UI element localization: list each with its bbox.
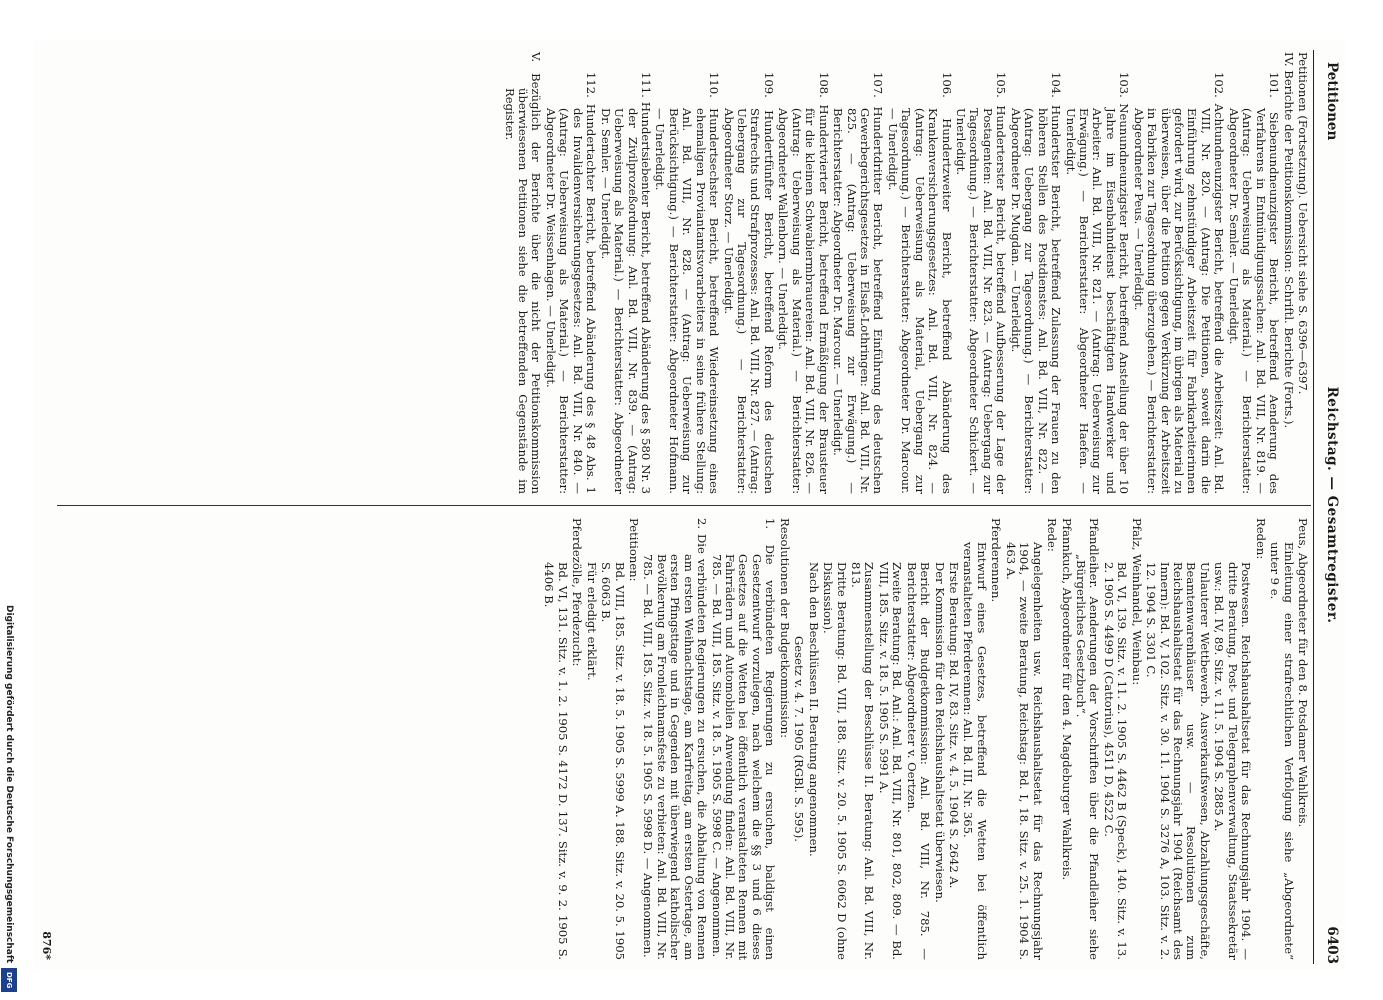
register-entry: 104. Hundertster Bericht, betreffend Zulassung der Frauen zu den höheren Stellen des Postdienstes: Anl. Bd. VIII, Nr. 822. — (Antrag: Uebergang zur Tagesordnung.) — Berichterstatter: Abgeordneter Dr. Mugdan. — Unerledigt. — [1008, 72, 1064, 494]
register-entry: Unlauterer Wettbewerb. Ausverkaufswesen, Abzahlungsgeschäfte, Beamtenwarenhäuser usw. — Resolutionen zum Reichshaushaltsetat für das Rechnungsjahr 1904 (Reichsamt des Innern): Bd. V, 102. Sitz. v. 30. 11. 1904 S. 3276 A, 103. Sitz. v. 2. 12. 1904 S. 3301 C. — [1144, 562, 1212, 960]
register-entry: Zweite Beratung: Bd. Anl.: Anl. Bd. VIII, Nr. 801, 802, 809. — Bd. VIII, 185. Sitz. v. 18. 5. 1905 S. 5991 A. — [876, 562, 905, 960]
register-entry: Pfannkuch, Abgeordneter für den 4. Magdeburger Wahlkreis. — [1059, 518, 1074, 881]
register-entry: Pfandleiher. Aenderungen der Vorschriften über die Pfandleiher siehe „Bürgerliches Gesetzbuch“. — [1074, 518, 1102, 960]
register-entry: Bericht der Budgetkommission: Anl. Bd. VIII, Nr. 785. — Berichterstatter: Abgeordneter v. Oertzen. — [904, 562, 933, 960]
header-title: Reichstag. — Gesamtregister. — [1324, 386, 1340, 624]
digitization-credit — [0, 0, 18, 1000]
register-entry: 107. Hundertdritter Bericht, betreffend Einführung des deutschen Gewerbegerichtsgesetzes in Elsaß-Lothringen: Anl. Bd. VIII, Nr. 825. — (Antrag: Ueberweisung zur Erwägung.) — Berichterstatter: Abgeordneter Dr. Marcour. — Unerledigt. — [831, 72, 886, 494]
register-entry: Pferdezölle, Pferdezucht: — [570, 518, 585, 667]
register-entry: Postwesen. Reichshaushaltsetat für das Rechnungsjahr 1904. — dritte Beratung, Post- und Telegraphenverwaltung, Staatssekretär usw.: Bd. IV, 89. Sitz. v. 11. 5. 1904 S. 2885 A. — [1212, 562, 1254, 960]
register-entry: 106. Hundertzweiter Bericht, betreffend Abänderung des Krankenversicherungsgesetzes: Anl. Bd. VIII, Nr. 824. — (Antrag: Ueberweisung als Material, Uebergang zur Tagesordnung.) — Berichterstatter: Abgeordneter Dr. Marcour. — Unerledigt. — [885, 72, 954, 494]
register-entry: V. Bezüglich der Berichte über die nicht der Petitionskommission überwiesenen Petitionen siehe die betreffenden Gegenstände im Register. — [502, 52, 544, 494]
column-right — [541, 518, 1309, 960]
register-entry: Rede: — [1045, 518, 1060, 552]
register-entry: 111. Hundertsiebenter Bericht, betreffend Abänderung des § 580 Nr. 3 der Zivilprozeßordnung: Anl. Bd. VIII, Nr. 839. — (Antrag: Ueberweisung als Material.) — Berichterstatter: Abgeordneter Dr. Semler. — Unerledigt. — [598, 72, 653, 494]
register-entry: 105. Hunderterster Bericht, betreffend Aufbesserung der Lage der Postagenten: Anl. Bd. VIII, Nr. 823. — (Antrag: Uebergang zur Tagesordnung.) — Berichterstatter: Abgeordneter Schickert. — Unerledigt. — [954, 72, 1009, 494]
register-entry: Angelegenheiten usw. Reichshaushaltsetat für das Rechnungsjahr 1904, — zweite Beratung, Reichstag: Bd. I, 18. Sitz. v. 25. 1. 1904 S. 463 A. — [1003, 542, 1045, 960]
register-entry: 102. Achtundneunzigster Bericht, betreffend die Arbeitszeit: Anl. Bd. VIII, Nr. 820. — (Antrag: Die Petitionen, soweit darin die Einführung zehnstündiger Arbeitszeit für Fabrikarbeiterinnen gefordert wird, zur Berücksichtigung, im übrigen als Material zu überweisen, über die Petition gegen Verkürzung der Arbeitszeit in Fabriken zur Tagesordnung überzugehen.) — Berichterstatter: Abgeordneter Peus. — Unerledigt. — [1131, 72, 1227, 494]
register-entry: Entwurf eines Gesetzes, betreffend die Wetten bei öffentlich veranstalteten Pferderennen: Anl. Bd. III, Nr. 365. — [961, 542, 989, 960]
register-entry: Zusammenstellung der Beschlüsse II. Beratung: Anl. Bd. VIII, Nr. 813. — [849, 562, 877, 960]
register-entry: 112. Hundertachter Bericht, betreffend Abänderung des § 48 Abs. 1 des Invalidenversicherungsgesetzes: Anl. Bd. VIII, Nr. 840. — (Antrag: Ueberweisung als Material.) — Berichterstatter: Abgeordneter Dr. Weissenhagen. — Unerledigt. — [543, 72, 599, 494]
dfg-logo: DFG — [1, 968, 17, 992]
register-entry: Bd. VIII, 185. Sitz. v. 18. 5. 1905 S. 5999 A. 188. Sitz. v. 20. 5. 1905 S. 6063 B. — [599, 562, 627, 960]
register-entry: Der Kommission für den Reichshaushaltsetat überwiesen. — [932, 562, 947, 903]
register-entry: Petitionen (Fortsetzung). Uebersicht siehe S. 6396—6397. — [1296, 52, 1310, 395]
register-entry: Resolutionen der Budgetkommission: — [777, 518, 792, 739]
register-entry: 109. Hundertfünfter Bericht, betreffend Reform des deutschen Strafrechts und Strafprozesses: Anl. Bd. VIII, Nr. 827. — (Antrag: Uebergang zur Tagesordnung.) — Berichterstatter: Abgeordneter Storz. — Unerledigt. — [721, 72, 776, 494]
register-entry: Bd. VI, 131. Sitz. v. 1. 2. 1905 S. 4172 D. 137. Sitz. v. 9. 2. 1905 S. 4406 B. — [542, 562, 570, 960]
register-entry: Peus, Abgeordneter für den 8. Potsdamer Wahlkreis. — [1296, 518, 1310, 828]
register-entry: Pfalz, Weinhandel, Weinbau: — [1129, 518, 1144, 686]
register-entry: Für erledigt erklärt. — [584, 562, 599, 681]
register-entry: 2. Die verbündeten Regierungen zu ersuchen, die Abhaltung von Rennen am ersten Weihnachtstage, am Karfreitag, am ersten Ostertage, am ersten Pfingsttage und in Gegenden mit überwiegend katholischer Bevölkerung am Fronleichnamsfeste zu verbieten: Anl. Bd. VIII, Nr. 785. — Bd. VIII, 185. Sitz. v. 18. 5. 1905 S. 5998 D. — Angenommen. — [641, 518, 710, 960]
register-entry: Erste Beratung: Bd. IV, 83. Sitz. v. 4. 5. 1904 S. 2642 A. — [947, 562, 962, 889]
column-left — [501, 52, 1309, 494]
register-entry: 1. Die verbündeten Regierungen zu ersuchen, baldigst einen Gesetzentwurf vorzulegen, nach welchem die §§ 3 und 6 dieses Gesetzes auf die Wetten bei öffentlich veranstalteten Rennen mit Fahrrädern und Automobilen Anwendung finden: Anl. Bd. VIII, Nr. 785. — Bd. VIII, 185. Sitz. v. 18. 5. 1905 S. 5998 C. — Angenommen. — [709, 518, 778, 960]
running-head — [1315, 40, 1339, 970]
register-entry: Petitionen: — [627, 518, 641, 582]
column-divider — [57, 505, 1311, 506]
header-rule — [1313, 50, 1314, 964]
register-entry: Nach den Beschlüssen II. Beratung angenommen. — [806, 562, 821, 857]
register-entry: IV. Berichte der Petitionskommission: Schriftl. Berichte (Forts.). — [1281, 52, 1296, 429]
header-keyword: Petitionen — [1324, 62, 1340, 141]
signature-mark: 876* — [39, 931, 53, 960]
credit-text: Digitalisierung gefördert durch die Deutsche Forschungsgemeinschaft — [4, 605, 14, 964]
register-entry: Bd. VI, 139. Sitz. v. 11. 2. 1905 S. 4462 B (Speck), 140. Sitz. v. 13. 2. 1905 S. 4499 D (Cattorius), 4511 D, 4522 C. — [1101, 562, 1130, 960]
register-entry: 103. Neunundneunzigster Bericht, betreffend Anstellung der über 10 Jahre im Eisenbahndienst beschäftigten Handwerker und Arbeiter: Anl. Bd. VIII, Nr. 821. — (Antrag: Ueberweisung zur Erwägung.) — Berichterstatter: Abgeordneter Haefen. — Unerledigt. — [1063, 72, 1132, 494]
page-number: 6403 — [1324, 926, 1340, 964]
register-entry: Pferderennen. — [989, 518, 1004, 603]
register-page — [35, 40, 1345, 970]
register-entry: Gesetz v. 4. 7. 1905 (RGBl. S. 595). — [792, 636, 807, 842]
register-entry: 101. Siebenundneunzigster Bericht, betreffend Aenderung des Verfahrens in Entmündigungssachen: Anl. Bd. VIII, Nr. 819. — (Antrag: Ueberweisung als Material.) — Berichterstatter: Abgeordneter Dr. Semler. — Unerledigt. — [1226, 72, 1282, 494]
register-entry: Einleitung einer strafrechtlichen Verfolgung siehe „Abgeordnete“ unter 9 e. — [1268, 542, 1296, 960]
register-entry: Dritte Beratung: Bd. VIII, 188. Sitz. v. 20. 5. 1905 S. 6062 D (ohne Diskussion). — [821, 562, 849, 960]
register-entry: Reden: — [1253, 518, 1268, 560]
register-entry: 108. Hundertvierter Bericht, betreffend Ermäßigung der Brausteuer für die kleinen Schwabiermbrauereien: Anl. Bd. VIII, Nr. 826. — (Antrag: Ueberweisung als Material.) — Berichterstatter: Abgeordneter Wallenborn. — Unerledigt. — [776, 72, 831, 494]
register-entry: 110. Hundertsechster Bericht, betreffend Wiedereinsetzung eines ehemaligen Proviantamtsvorarbeiters in seine frühere Stellung: Anl. Bd. VIII, Nr. 828. — (Antrag: Ueberweisung zur Berücksichtigung.) — Berichterstatter: Abgeordneter Hofmann. — Unerledigt. — [653, 72, 722, 494]
